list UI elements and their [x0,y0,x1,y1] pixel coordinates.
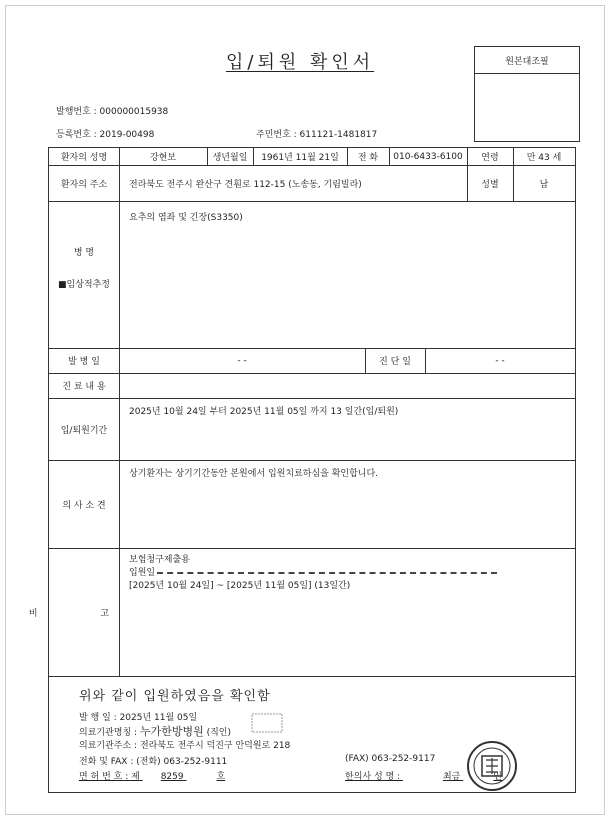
tel-value: (전화) 063-252-9111 [136,757,228,767]
diagnosis-value: 요추의 염좌 및 긴장(S3350) [129,213,243,223]
resident-no-value: 611121-1481817 [299,130,378,140]
sex-label: 성별 [481,179,499,190]
certificate-table [28,147,576,677]
patient-name: 강현보 [149,153,177,163]
remarks-line2: 입원일 [129,568,156,578]
reg-no-value: 2019-00498 [99,130,155,140]
license-no [79,769,225,782]
reg-no [56,127,154,140]
clinical-estimate-label: ■임상적추정 [58,279,110,290]
remarks-line3: [2025년 10월 24일] ~ [2025년 11월 05일] (13일간) [129,581,351,591]
address-label: 환자의 주소 [60,179,108,190]
confirm-text: 위와 같이 입원하였음을 확인함 [79,689,271,704]
issue-no [56,104,168,117]
remarks-label: 비 고 [28,608,140,619]
doctor-label: 한의사 성 명 : [345,772,401,782]
diag-date-label: 진 단 일 [379,357,411,367]
period-label: 입/퇴원기간 [60,425,108,436]
original-check-label: 원본대조필 [475,47,579,74]
license-value: 8259 [160,772,184,782]
doctor-seal-stamp [466,740,518,792]
hospital-name-label: 의료기관명칭 : [79,728,138,738]
issue-no-label: 발행번호 : [56,107,97,117]
hospital-seal-mark [250,712,284,734]
phone-value: 010-6433-6100 [393,151,463,162]
onset-value: - - [237,355,247,366]
resident-no [256,127,377,140]
sex-value: 남 [539,179,549,190]
license-suffix: 호 [216,772,226,782]
hospital-address-value: 전라북도 전주시 덕진구 안덕원로 218 [139,741,291,751]
document-title: 입/퇴원 확인서 [226,52,375,73]
age-value: 만 43 세 [526,153,562,163]
tel-label: 전화 및 FAX : [79,757,134,767]
hospital-name-value: 누가한방병원 [139,725,204,738]
issue-date-value: 2025년 11월 05일 [119,713,198,723]
tel-fax [79,754,227,767]
issue-no-value: 000000015938 [99,107,169,117]
opinion-value: 상기환자는 상기기간동안 본원에서 입원치료하심을 확인합니다. [129,469,379,479]
address-value: 전라북도 전주시 완산구 견훤로 112-15 (노송동, 기림빌라) [129,179,362,190]
doctor-value: 최금 [442,772,461,782]
issue-date [79,710,197,723]
diagnosis-label: 병 명 [73,247,95,258]
hospital-address [79,738,290,751]
license-label: 면 허 번 호 : 제 [79,772,140,782]
reg-no-label: 등록번호 : [56,130,97,140]
original-check-box [474,46,580,142]
patient-name-label: 환자의 성명 [60,153,108,163]
hospital-name [79,723,231,739]
period-value: 2025년 10월 24일 부터 2025년 11월 05일 까지 13 일간(입/퇴원) [129,407,399,417]
dob-value: 1961년 11월 21일 [261,153,339,163]
diag-date-value: - - [495,355,505,366]
hospital-seal-text: (직인) [206,728,231,738]
dashed-divider [157,572,497,574]
age-label: 연령 [481,153,499,163]
resident-no-label: 주민번호 : [256,130,297,140]
doctor-suffix: 인 [493,772,502,782]
issue-date-label: 발 행 일 : [79,713,117,723]
remarks-line1: 보험청구제출용 [129,555,190,565]
dob-label: 생년월일 [212,153,248,163]
fax-value: (FAX) 063-252-9117 [345,754,436,764]
hospital-address-label: 의료기관주소 : [79,741,138,751]
phone-label: 전 화 [357,153,379,163]
treatment-label: 진 료 내 용 [62,382,106,392]
opinion-label: 의 사 소 견 [62,500,106,511]
onset-label: 발 병 일 [68,357,100,367]
